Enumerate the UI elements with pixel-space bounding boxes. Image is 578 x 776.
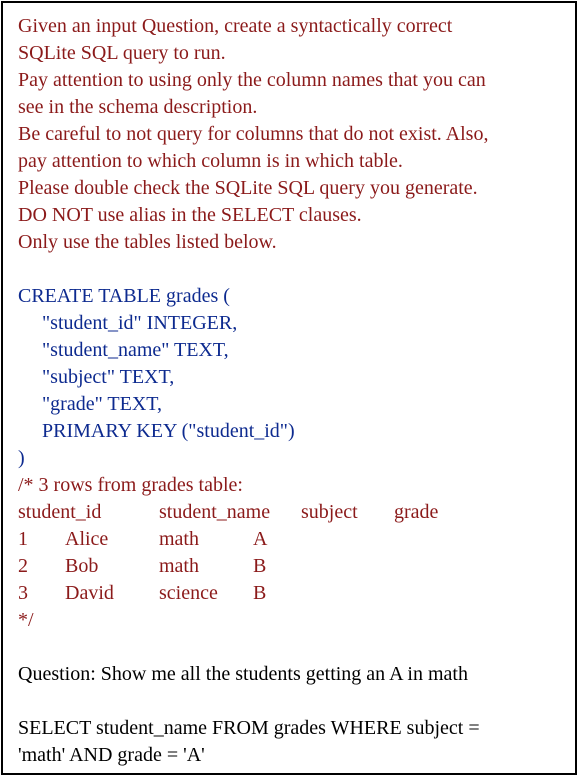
sample-cell: math bbox=[159, 555, 199, 577]
schema-column: "student_id" INTEGER, bbox=[42, 312, 238, 334]
sample-cell: math bbox=[159, 528, 199, 550]
sample-cell: Bob bbox=[65, 555, 99, 577]
spacer bbox=[18, 688, 567, 715]
instruction-line: Given an input Question, create a syntactically correct bbox=[18, 15, 453, 37]
sample-cell: 2 bbox=[18, 555, 28, 577]
spacer bbox=[18, 256, 567, 283]
sample-row bbox=[18, 526, 567, 553]
sample-cell: 1 bbox=[18, 528, 28, 550]
schema-close-paren: ) bbox=[18, 447, 25, 469]
schema-primary-key: PRIMARY KEY ("student_id") bbox=[42, 420, 295, 442]
sample-cell: David bbox=[65, 582, 114, 604]
sample-cell: B bbox=[253, 582, 267, 604]
instruction-line: DO NOT use alias in the SELECT clauses. bbox=[18, 204, 362, 226]
sample-header-row bbox=[18, 499, 567, 526]
instruction-line: Please double check the SQLite SQL query you generate. bbox=[18, 177, 478, 199]
sample-cell: Alice bbox=[65, 528, 109, 550]
sample-header-cell: student_id bbox=[18, 501, 102, 523]
question-text: Question: Show me all the students getting an A in math bbox=[18, 663, 468, 685]
instruction-line: Only use the tables listed below. bbox=[18, 231, 277, 253]
sample-comment-close: */ bbox=[18, 609, 34, 631]
instruction-line: Pay attention to using only the column names that you can bbox=[18, 69, 486, 91]
prompt-text bbox=[18, 13, 567, 769]
schema-column: "student_name" TEXT, bbox=[42, 339, 229, 361]
sample-cell: 3 bbox=[18, 582, 28, 604]
create-table-statement: CREATE TABLE grades ( bbox=[18, 285, 230, 307]
instruction-line: pay attention to which column is in which table. bbox=[18, 150, 403, 172]
sample-header-cell: subject bbox=[301, 501, 358, 523]
prompt-panel bbox=[1, 1, 577, 775]
sample-cell: A bbox=[253, 528, 268, 550]
sample-header-cell: student_name bbox=[159, 501, 271, 523]
sample-row bbox=[18, 553, 567, 580]
schema-column: "subject" TEXT, bbox=[42, 366, 175, 388]
sql-answer-line: SELECT student_name FROM grades WHERE subject = bbox=[18, 717, 480, 739]
sql-answer-line: 'math' AND grade = 'A' bbox=[18, 744, 205, 766]
sample-row bbox=[18, 580, 567, 607]
sample-cell: science bbox=[159, 582, 218, 604]
instruction-line: Be careful to not query for columns that do not exist. Also, bbox=[18, 123, 489, 145]
spacer bbox=[18, 634, 567, 661]
schema-column: "grade" TEXT, bbox=[42, 393, 162, 415]
sample-header-cell: grade bbox=[394, 501, 439, 523]
instruction-line: SQLite SQL query to run. bbox=[18, 42, 226, 64]
sample-comment-open: /* 3 rows from grades table: bbox=[18, 474, 243, 496]
instruction-line: see in the schema description. bbox=[18, 96, 258, 118]
sample-cell: B bbox=[253, 555, 267, 577]
